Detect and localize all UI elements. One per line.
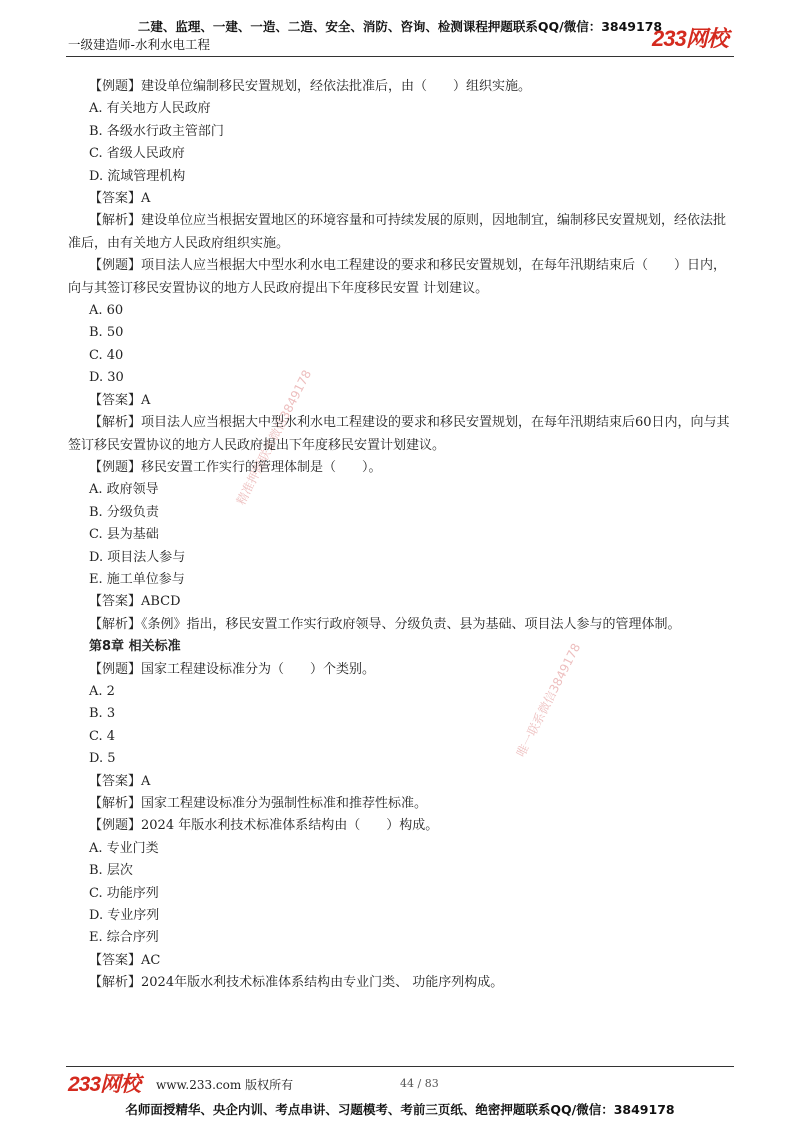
header-promo: 二建、监理、一建、一造、二造、安全、消防、咨询、检测课程押题联系QQ/微信：3849178 <box>137 19 663 34</box>
answer-option: A. 有关地方人民政府 <box>89 101 211 117</box>
footer-logo: 233网校 <box>68 1073 141 1096</box>
text-line: 【解析】国家工程建设标准分为强制性标准和推荐性标准。 <box>89 796 428 811</box>
answer-option: C. 省级人民政府 <box>89 146 185 162</box>
footer-site: www.233.com 版权所有 <box>156 1078 294 1092</box>
header-rule <box>66 56 734 57</box>
text-line: 【答案】AC <box>89 952 161 968</box>
answer-option: D. 项目法人参与 <box>89 549 186 565</box>
text-line: 【解析】项目法人应当根据大中型水利水电工程建设的要求和移民安置规划，在每年汛期结束后60日内，向与其签订移民安置协议的地方人民政府提出下年度移民安置计划建议。 <box>68 415 730 453</box>
answer-option: A. 60 <box>89 303 124 319</box>
watermark-1: 精准押题联系微信3849178 <box>233 367 315 508</box>
answer-option: E. 综合序列 <box>89 930 159 946</box>
text-line: 【例题】项目法人应当根据大中型水利水电工程建设的要求和移民安置规划，在每年汛期结束后（ ）日内，向与其签订移民安置协议的地方人民政府提出下年度移民安置 计划建议。 <box>68 258 727 296</box>
answer-option: D. 30 <box>89 370 124 386</box>
text-line: 【答案】A <box>89 773 151 789</box>
answer-option: E. 施工单位参与 <box>89 571 185 587</box>
answer-option: B. 分级负责 <box>89 504 159 520</box>
text-line: 【例题】移民安置工作实行的管理体制是（ ）。 <box>89 459 382 475</box>
answer-option: C. 4 <box>89 728 116 744</box>
answer-option: A. 政府领导 <box>89 482 159 498</box>
text-line: 【解析】2024年版水利技术标准体系结构由专业门类、 功能序列构成。 <box>89 975 504 991</box>
answer-option: B. 3 <box>89 706 116 722</box>
answer-option: D. 专业序列 <box>89 908 160 924</box>
answer-option: B. 各级水行政主管部门 <box>89 123 224 139</box>
answer-option: C. 40 <box>89 347 124 363</box>
answer-option: A. 2 <box>89 683 115 699</box>
text-line: 【答案】A <box>89 392 151 408</box>
text-line: 【答案】ABCD <box>89 594 181 610</box>
footer-rule <box>66 1066 734 1067</box>
text-line: 【解析】建设单位应当根据安置地区的环境容量和可持续发展的原则，因地制宜，编制移民安置规划，经依法批准后，由有关地方人民政府组织实施。 <box>68 213 727 251</box>
text-line: 【解析】《条例》指出，移民安置工作实行政府领导、分级负责、县为基础、项目法人参与的管理体制。 <box>89 616 681 632</box>
chapter-heading: 第8章 相关标准 <box>89 639 181 655</box>
text-line: 【例题】国家工程建设标准分为（ ）个类别。 <box>89 661 376 677</box>
answer-option: C. 县为基础 <box>89 527 159 543</box>
answer-option: D. 流域管理机构 <box>89 168 186 184</box>
answer-option: A. 专业门类 <box>89 840 159 856</box>
watermark-2: 唯一联系微信3849178 <box>513 641 584 760</box>
text-line: 【例题】2024 年版水利技术标准体系结构由（ ）构成。 <box>89 818 439 834</box>
answer-option: B. 50 <box>89 325 124 341</box>
document-body <box>68 76 736 995</box>
header-logo: 233网校 <box>652 26 728 51</box>
answer-option: B. 层次 <box>89 863 133 879</box>
page-number: 44 / 83 <box>400 1077 439 1090</box>
header-subtitle: 一级建造师-水利水电工程 <box>68 37 211 52</box>
text-line: 【例题】建设单位编制移民安置规划，经依法批准后，由（ ）组织实施。 <box>89 79 532 94</box>
text-line: 【答案】A <box>89 191 151 207</box>
answer-option: D. 5 <box>89 751 116 767</box>
answer-option: C. 功能序列 <box>89 885 159 901</box>
footer-promo: 名师面授精华、央企内训、考点串讲、习题模考、考前三页纸、绝密押题联系QQ/微信：3849178 <box>125 1102 675 1117</box>
